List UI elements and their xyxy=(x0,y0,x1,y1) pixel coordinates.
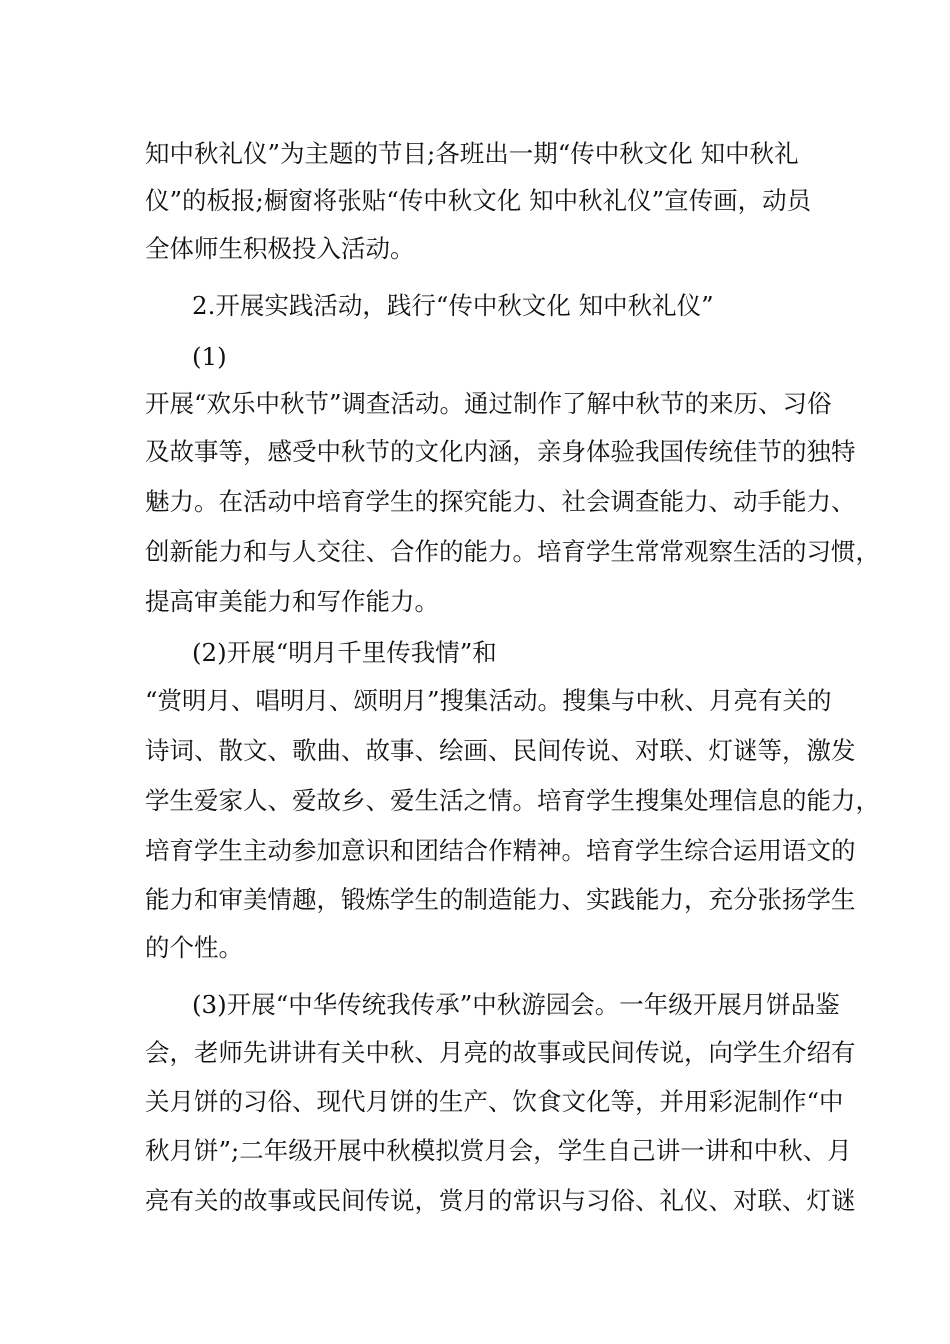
text-line: 创新能力和与人交往、合作的能力。培育学生常常观察生活的习惯， xyxy=(145,537,880,566)
text-line: 诗词、散文、歌曲、故事、绘画、民间传说、对联、灯谜等，激发 xyxy=(145,736,856,765)
text-line: 会，老师先讲讲有关中秋、月亮的故事或民间传说，向学生介绍有 xyxy=(145,1038,856,1067)
text-line: 仪”的板报;橱窗将张贴“传中秋文化 知中秋礼仪”宣传画，动员 xyxy=(145,186,812,215)
text-line: 能力和审美情趣，锻炼学生的制造能力、实践能力，充分张扬学生 xyxy=(145,885,856,914)
text-line: 亮有关的故事或民间传说，赏月的常识与习俗、礼仪、对联、灯谜 xyxy=(145,1186,856,1215)
text-line: 的个性。 xyxy=(145,933,243,962)
text-line: 关月饼的习俗、现代月饼的生产、饮食文化等，并用彩泥制作“中 xyxy=(145,1087,844,1116)
text-line: 学生爱家人、爱故乡、爱生活之情。培育学生搜集处理信息的能力， xyxy=(145,786,880,815)
item-number: (1) xyxy=(192,342,227,371)
text-line: 开展“欢乐中秋节”调查活动。通过制作了解中秋节的来历、习俗 xyxy=(145,389,832,418)
text-line: 知中秋礼仪”为主题的节目;各班出一期“传中秋文化 知中秋礼 xyxy=(145,139,799,168)
text-line: 全体师生积极投入活动。 xyxy=(145,234,415,263)
section-heading: 2.开展实践活动，践行“传中秋文化 知中秋礼仪” xyxy=(192,291,714,320)
text-line: 提高审美能力和写作能力。 xyxy=(145,587,439,616)
text-line: (3)开展“中华传统我传承”中秋游园会。一年级开展月饼品鉴 xyxy=(192,990,840,1019)
text-line: 秋月饼”;二年级开展中秋模拟赏月会，学生自己讲一讲和中秋、月 xyxy=(145,1136,852,1165)
text-line: 及故事等，感受中秋节的文化内涵，亲身体验我国传统佳节的独特 xyxy=(145,437,856,466)
text-line: 魅力。在活动中培育学生的探究能力、社会调查能力、动手能力、 xyxy=(145,487,856,516)
text-line: 培育学生主动参加意识和团结合作精神。培育学生综合运用语文的 xyxy=(145,836,856,865)
text-line: (2)开展“明月千里传我情”和 xyxy=(192,638,497,667)
text-line: “赏明月、唱明月、颂明月”搜集活动。搜集与中秋、月亮有关的 xyxy=(145,686,832,715)
